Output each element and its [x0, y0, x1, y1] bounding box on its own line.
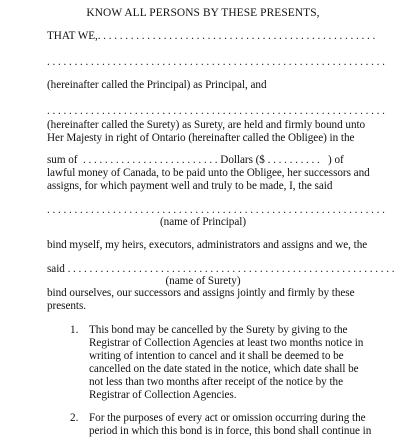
clause-line: Registrar of Collection Agencies.	[89, 389, 237, 401]
blank-dots-line: . . . . . . . . . . . . . . . . . . . . . . . . . . . . . . . . . . . . . . . . . . . . . . . . . . . . . . . . . . . . . .	[47, 204, 385, 216]
surety-paragraph-line: Her Majesty in right of Ontario (hereinafter called the Obligee) in the	[47, 132, 355, 144]
principal-line: (hereinafter called the Principal) as Principal, and	[47, 79, 267, 91]
sum-paragraph-line: assigns, for which payment well and truly to be made, I, the said	[47, 180, 333, 192]
bind-myself-line: bind myself, my heirs, executors, administrators and assigns and we, the	[47, 239, 368, 251]
clause-line: For the purposes of every act or omission occurring during the	[89, 412, 366, 424]
sum-paragraph-line: lawful money of Canada, to be paid unto the Obligee, her successors and	[47, 167, 370, 179]
clause-number: 2.	[70, 412, 79, 424]
said-dots-line: said . . . . . . . . . . . . . . . . . . . . . . . . . . . . . . . . . . . . . . . . . . . . . . . . . . . . . . . . . . . .	[47, 263, 395, 275]
clause-number: 1.	[70, 324, 79, 336]
clause-line: not less than two months after receipt of the notice by the	[89, 376, 343, 388]
clause-line: cancelled on the date stated in the notice, which date shall be	[89, 363, 359, 375]
clause-line: This bond may be cancelled by the Surety by giving to the	[89, 324, 348, 336]
clause-line: Registrar of Collection Agencies at least two months notice in	[89, 337, 364, 349]
document-title: KNOW ALL PERSONS BY THESE PRESENTS,	[86, 7, 320, 19]
that-we-line: THAT WE,. . . . . . . . . . . . . . . . . . . . . . . . . . . . . . . . . . . . . . . . . . . . . . . . . . .	[47, 30, 376, 42]
clause-line: period in which this bond is in force, this bond shall continue in	[89, 425, 372, 437]
name-of-surety-caption: (name of Surety)	[165, 275, 241, 287]
bind-ourselves-line: presents.	[47, 300, 87, 312]
blank-dots-line: . . . . . . . . . . . . . . . . . . . . . . . . . . . . . . . . . . . . . . . . . . . . . . . . . . . . . . . . . . . . . .	[47, 105, 385, 117]
blank-dots-line: . . . . . . . . . . . . . . . . . . . . . . . . . . . . . . . . . . . . . . . . . . . . . . . . . . . . . . . . . . . . . .	[47, 56, 385, 68]
clause-line: writing of intention to cancel and it shall be deemed to be	[89, 350, 344, 362]
bind-ourselves-line: bind ourselves, our successors and assigns jointly and firmly by these	[47, 287, 355, 299]
sum-paragraph-line: sum of . . . . . . . . . . . . . . . . . . . . . . . . . Dollars ($ . . . . . . . . . . ) of	[47, 154, 344, 166]
name-of-principal-caption: (name of Principal)	[159, 216, 247, 228]
surety-paragraph-line: (hereinafter called the Surety) as Surety, are held and firmly bound unto	[47, 119, 366, 131]
